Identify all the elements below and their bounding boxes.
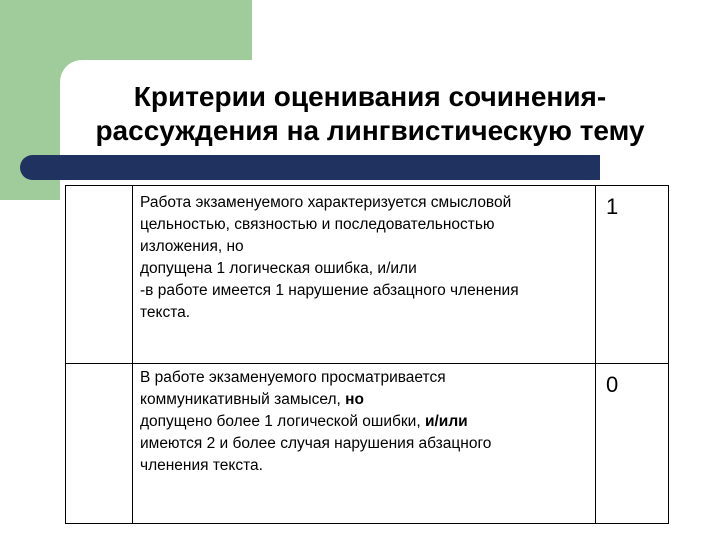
score-cell — [596, 364, 669, 524]
criterion-text: допущено более 1 логической ошибки, — [140, 413, 425, 430]
criterion-line: цельностью, связностью и последовательностью — [140, 216, 495, 233]
title-line-1: Критерии оценивания сочинения- — [133, 81, 607, 112]
criterion-line: имеются 2 и более случая нарушения абзацного — [140, 435, 492, 452]
slide-title — [70, 80, 670, 148]
criterion-line: текста. — [140, 304, 191, 321]
criterion-line: изложения, но — [140, 238, 244, 255]
score-value: 1 — [606, 194, 619, 219]
row-index-cell — [66, 186, 133, 364]
criteria-table — [65, 185, 669, 524]
table-row — [66, 364, 669, 524]
criterion-line: членения текста. — [140, 457, 263, 474]
criterion-line: допущена 1 логическая ошибка, и/или — [140, 260, 417, 277]
score-value: 0 — [606, 372, 619, 397]
criterion-line: -в работе имеется 1 нарушение абзацного членения — [140, 282, 519, 299]
criterion-emphasis: но — [345, 391, 364, 408]
score-cell — [596, 186, 669, 364]
criterion-line: Работа экзаменуемого характеризуется смысловой — [140, 194, 512, 211]
criterion-line — [140, 389, 589, 411]
table-row — [66, 186, 669, 364]
criterion-line — [140, 411, 589, 433]
criterion-line: В работе экзаменуемого просматривается — [140, 369, 446, 386]
criterion-text: коммуникативный замысел, — [140, 391, 346, 408]
criterion-cell — [133, 186, 596, 364]
title-divider-bar — [20, 155, 600, 180]
title-line-2: рассуждения на лингвистическую тему — [95, 115, 645, 146]
criterion-emphasis: и/или — [424, 413, 468, 430]
row-index-cell — [66, 364, 133, 524]
criterion-cell — [133, 364, 596, 524]
